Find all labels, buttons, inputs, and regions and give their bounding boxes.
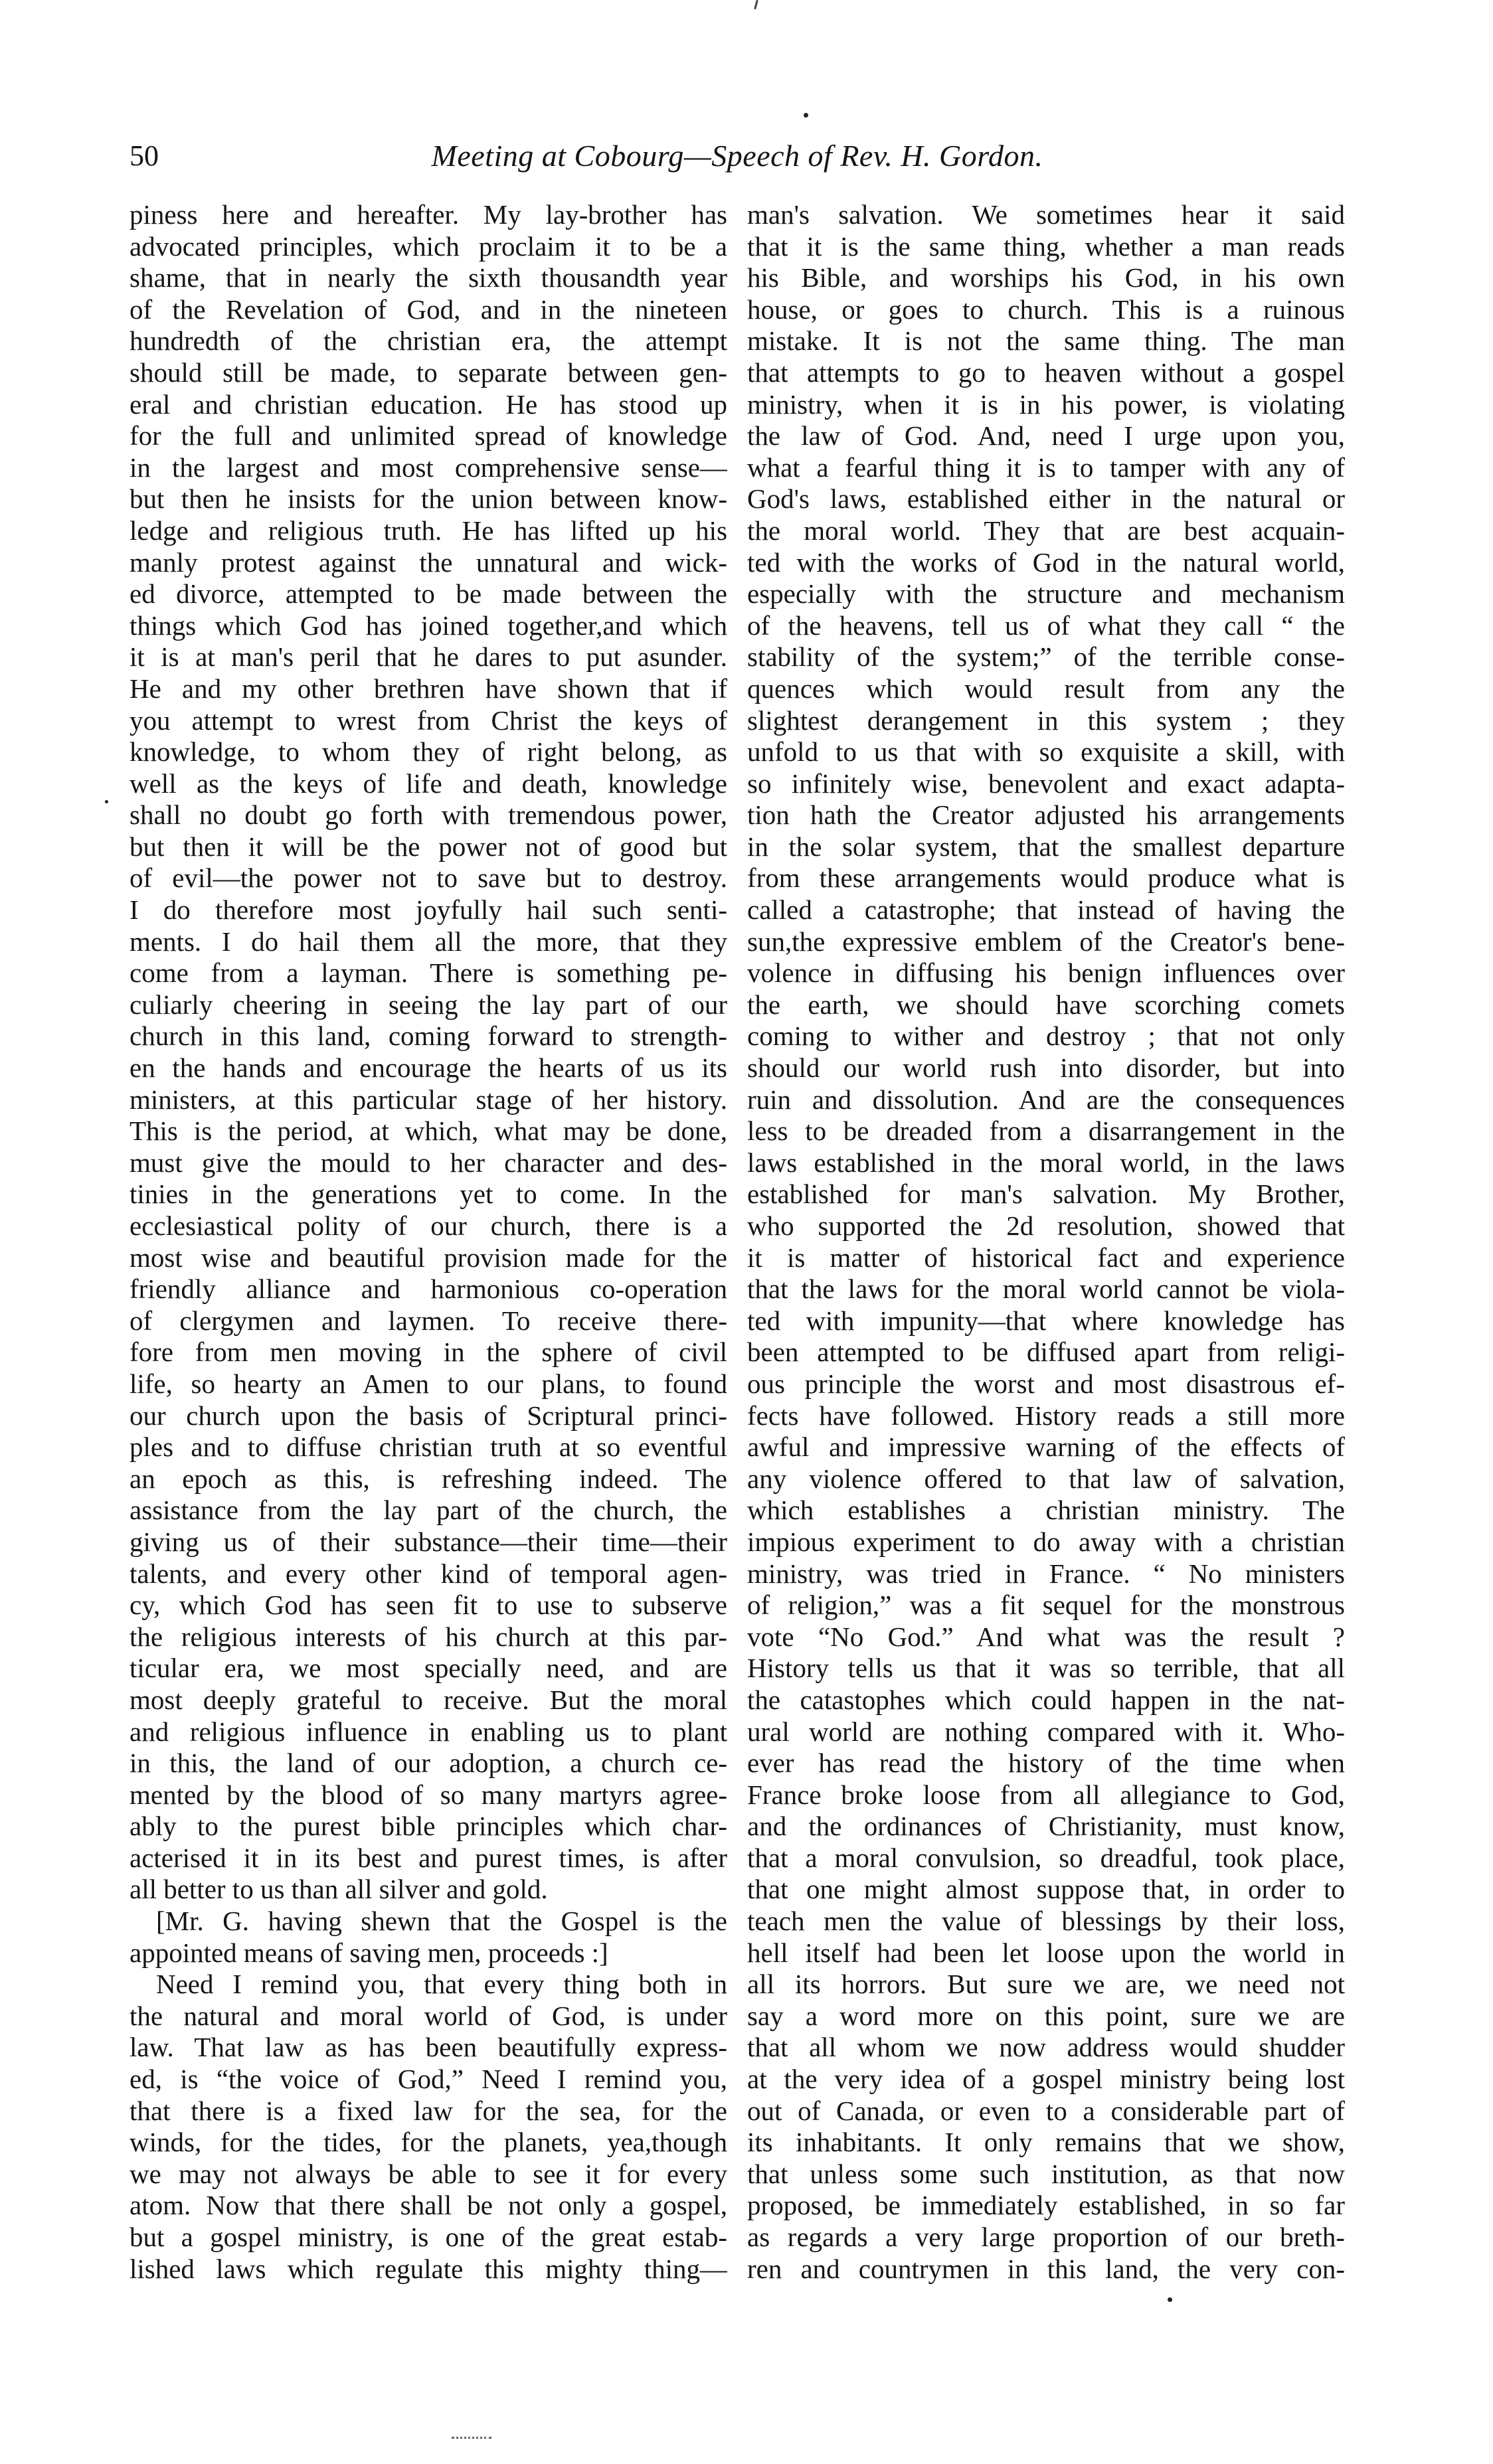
text-line: and religious influence in enabling us to plant	[130, 1716, 727, 1747]
text-line: the law of God. And, need I urge upon you,	[747, 420, 1345, 452]
text-line: called a catastrophe; that instead of having the	[747, 894, 1345, 926]
text-line: fore from men moving in the sphere of civil	[130, 1337, 727, 1368]
text-line: ted with impunity—that where knowledge has	[747, 1305, 1345, 1336]
text-line: eral and christian education. He has stood up	[130, 388, 727, 420]
text-line: our church upon the basis of Scriptural princi-	[130, 1400, 727, 1431]
text-line: in the largest and most comprehensive sense—	[130, 452, 727, 483]
text-line: ural world are nothing compared with it. Who-	[747, 1716, 1345, 1747]
text-line: coming to wither and destroy ; that not only	[747, 1021, 1345, 1052]
text-line: lished laws which regulate this mighty thing—	[130, 2253, 727, 2284]
text-line: acterised it in its best and purest times, is after	[130, 1842, 727, 1873]
text-line: of clergymen and laymen. To receive there-	[130, 1305, 727, 1336]
text-line: awful and impressive warning of the effects of	[747, 1432, 1345, 1463]
text-line: volence in diffusing his benign influences over	[747, 957, 1345, 989]
text-line: France broke loose from all allegiance to God,	[747, 1779, 1345, 1810]
text-line: but a gospel ministry, is one of the great estab-	[130, 2222, 727, 2252]
text-line: things which God has joined together,and which	[130, 610, 727, 641]
text-line: the earth, we should have scorching comets	[747, 989, 1345, 1020]
text-line: most deeply grateful to receive. But the moral	[130, 1684, 727, 1715]
text-line: his Bible, and worships his God, in his own	[747, 262, 1345, 293]
text-line: fects have followed. History reads a still more	[747, 1400, 1345, 1431]
text-line: assistance from the lay part of the church, the	[130, 1495, 727, 1526]
text-line: [Mr. G. having shewn that the Gospel is the	[156, 1906, 727, 1937]
text-line: what a fearful thing it is to tamper with any of	[747, 452, 1345, 483]
text-line: in this, the land of our adoption, a church ce-	[130, 1748, 727, 1779]
text-line: from these arrangements would produce what is	[747, 862, 1345, 894]
text-line: appointed means of saving men, proceeds :]	[130, 1937, 608, 1968]
text-line: all better to us than all silver and gold.	[130, 1874, 548, 1905]
text-line: less to be dreaded from a disarrangement in the	[747, 1115, 1345, 1147]
left-column-body	[130, 199, 727, 1906]
text-line: This is the period, at which, what may be done,	[130, 1115, 727, 1147]
text-line: we may not always be able to see it for every	[130, 2158, 727, 2189]
text-line: that all whom we now address would shudder	[747, 2032, 1345, 2063]
text-line: and the ordinances of Christianity, must know,	[747, 1811, 1345, 1842]
text-line: mistake. It is not the same thing. The man	[747, 325, 1345, 357]
text-line: should our world rush into disorder, but into	[747, 1052, 1345, 1084]
text-line: an epoch as this, is refreshing indeed. The	[130, 1463, 727, 1494]
text-line: law. That law as has been beautifully express-	[130, 2032, 727, 2063]
text-line: quences which would result from any the	[747, 673, 1345, 704]
text-line: ples and to diffuse christian truth at so eventful	[130, 1432, 727, 1463]
text-line: as regards a very large proportion of our breth-	[747, 2222, 1345, 2252]
text-line: ever has read the history of the time when	[747, 1748, 1345, 1779]
text-line: ledge and religious truth. He has lifted up his	[130, 515, 727, 546]
text-line: en the hands and encourage the hearts of us its	[130, 1052, 727, 1084]
text-line: God's laws, established either in the natural or	[747, 483, 1345, 515]
ink-speck	[804, 113, 808, 118]
text-line: piness here and hereafter. My lay-brother has	[130, 199, 727, 230]
text-line: that a moral convulsion, so dreadful, took place,	[747, 1842, 1345, 1873]
text-line: the religious interests of his church at this par-	[130, 1621, 727, 1652]
text-line: ted with the works of God in the natural world,	[747, 546, 1345, 578]
running-title: Meeting at Cobourg—Speech of Rev. H. Gordon.	[431, 139, 1043, 173]
text-line: manly protest against the unnatural and wick-	[130, 546, 727, 578]
text-line: who supported the 2d resolution, showed that	[747, 1210, 1345, 1241]
text-line: ecclesiastical polity of our church, there is a	[130, 1210, 727, 1241]
text-line: that there is a fixed law for the sea, for the	[130, 2095, 727, 2126]
text-line: talents, and every other kind of temporal agen-	[130, 1558, 727, 1589]
text-line: well as the keys of life and death, knowledge	[130, 768, 727, 799]
text-line: at the very idea of a gospel ministry being lost	[747, 2064, 1345, 2095]
text-line: its inhabitants. It only remains that we show,	[747, 2127, 1345, 2158]
ink-speck	[105, 800, 108, 803]
text-line: ed, is “the voice of God,” Need I remind you,	[130, 2064, 727, 2095]
text-line: the catastophes which could happen in the nat-	[747, 1684, 1345, 1715]
text-line: in the solar system, that the smallest departure	[747, 831, 1345, 862]
text-line: ministers, at this particular stage of her history.	[130, 1084, 727, 1115]
text-line: all its horrors. But sure we are, we need not	[747, 1969, 1345, 2000]
text-line: friendly alliance and harmonious co-operation	[130, 1273, 727, 1305]
text-line: shall no doubt go forth with tremendous power,	[130, 799, 727, 831]
text-line: so infinitely wise, benevolent and exact adapta-	[747, 768, 1345, 799]
page-header	[130, 136, 1345, 183]
text-line: house, or goes to church. This is a ruinous	[747, 293, 1345, 325]
text-line: you attempt to wrest from Christ the keys of	[130, 704, 727, 736]
text-line: winds, for the tides, for the planets, yea,though	[130, 2127, 727, 2158]
left-column-final-paragraph	[130, 1969, 727, 2285]
text-line: He and my other brethren have shown that if	[130, 673, 727, 704]
text-line: unfold to us that with so exquisite a skill, with	[747, 736, 1345, 768]
text-line: that unless some such institution, as that now	[747, 2158, 1345, 2189]
text-line: sun,the expressive emblem of the Creator's bene-	[747, 926, 1345, 957]
text-line: for the full and unlimited spread of knowledge	[130, 420, 727, 452]
text-line: culiarly cheering in seeing the lay part of our	[130, 989, 727, 1020]
text-line: say a word more on this point, sure we are	[747, 2000, 1345, 2031]
print-mark	[754, 0, 758, 9]
text-line: most wise and beautiful provision made for the	[130, 1242, 727, 1273]
text-line: ruin and dissolution. And are the consequences	[747, 1084, 1345, 1115]
text-line: must give the mould to her character and des-	[130, 1147, 727, 1178]
text-line: tinies in the generations yet to come. In the	[130, 1179, 727, 1210]
text-line: that one might almost suppose that, in order to	[747, 1874, 1345, 1905]
text-line: I do therefore most joyfully hail such senti-	[130, 894, 727, 926]
text-line: out of Canada, or even to a considerable part of	[747, 2095, 1345, 2126]
text-line: hell itself had been let loose upon the world in	[747, 1937, 1345, 1968]
text-line: come from a layman. There is something pe-	[130, 957, 727, 989]
text-line: giving us of their substance—their time—their	[130, 1526, 727, 1557]
text-line: stability of the system;” of the terrible conse-	[747, 641, 1345, 673]
text-line: proposed, be immediately established, in so far	[747, 2190, 1345, 2221]
text-line: been attempted to be diffused apart from religi-	[747, 1337, 1345, 1368]
text-line: ren and countrymen in this land, the very con-	[747, 2253, 1345, 2284]
text-line: of the Revelation of God, and in the nineteen	[130, 293, 727, 325]
print-mark	[452, 2437, 491, 2444]
text-line: that it is the same thing, whether a man reads	[747, 230, 1345, 262]
text-line: knowledge, to whom they of right belong, as	[130, 736, 727, 768]
text-line: of religion,” was a fit sequel for the monstrous	[747, 1590, 1345, 1621]
text-line: atom. Now that there shall be not only a gospel,	[130, 2190, 727, 2221]
text-line: that attempts to go to heaven without a gospel	[747, 357, 1345, 388]
text-line: ous principle the worst and most disastrous ef-	[747, 1368, 1345, 1399]
text-line: impious experiment to do away with a christian	[747, 1526, 1345, 1557]
right-column-body	[747, 199, 1345, 2285]
text-line: cy, which God has seen fit to use to subserve	[130, 1590, 727, 1621]
text-line: of the heavens, tell us of what they call “ the	[747, 610, 1345, 641]
bracket-note	[130, 1906, 727, 1969]
text-line: of evil—the power not to save but to destroy.	[130, 862, 727, 894]
text-line: History tells us that it was so terrible, that all	[747, 1653, 1345, 1684]
text-line: established for man's salvation. My Brother,	[747, 1179, 1345, 1210]
text-line: the moral world. They that are best acquain-	[747, 515, 1345, 546]
text-line: but then he insists for the union between know-	[130, 483, 727, 515]
page-number: 50	[130, 139, 159, 172]
text-line: hundredth of the christian era, the attempt	[130, 325, 727, 357]
text-line: ed divorce, attempted to be made between the	[130, 578, 727, 610]
text-line: ments. I do hail them all the more, that they	[130, 926, 727, 957]
text-line: the natural and moral world of God, is under	[130, 2000, 727, 2031]
text-line: that the laws for the moral world cannot be viola-	[747, 1273, 1345, 1305]
text-line: man's salvation. We sometimes hear it said	[747, 199, 1345, 230]
text-line: church in this land, coming forward to strength-	[130, 1021, 727, 1052]
text-line: shame, that in nearly the sixth thousandth year	[130, 262, 727, 293]
text-line: any violence offered to that law of salvation,	[747, 1463, 1345, 1494]
text-line: especially with the structure and mechanism	[747, 578, 1345, 610]
text-line: tion hath the Creator adjusted his arrangements	[747, 799, 1345, 831]
text-line: life, so hearty an Amen to our plans, to found	[130, 1368, 727, 1399]
text-line: mented by the blood of so many martyrs agree-	[130, 1779, 727, 1810]
text-line: which establishes a christian ministry. The	[747, 1495, 1345, 1526]
text-line: ticular era, we most specially need, and are	[130, 1653, 727, 1684]
left-column	[130, 199, 727, 2390]
text-line: it is matter of historical fact and experience	[747, 1242, 1345, 1273]
text-line: vote “No God.” And what was the result ?	[747, 1621, 1345, 1652]
text-line: advocated principles, which proclaim it to be a	[130, 230, 727, 262]
text-line: laws established in the moral world, in the laws	[747, 1147, 1345, 1178]
text-line: Need I remind you, that every thing both in	[156, 1969, 727, 2000]
text-line: ministry, was tried in France. “ No ministers	[747, 1558, 1345, 1589]
text-line: slightest derangement in this system ; they	[747, 704, 1345, 736]
text-line: ministry, when it is in his power, is violating	[747, 388, 1345, 420]
text-line: teach men the value of blessings by their loss,	[747, 1906, 1345, 1937]
text-line: it is at man's peril that he dares to put asunder.	[130, 641, 727, 673]
right-column	[747, 199, 1345, 2390]
text-line: should still be made, to separate between gen-	[130, 357, 727, 388]
text-line: but then it will be the power not of good but	[130, 831, 727, 862]
text-line: ably to the purest bible principles which char-	[130, 1811, 727, 1842]
